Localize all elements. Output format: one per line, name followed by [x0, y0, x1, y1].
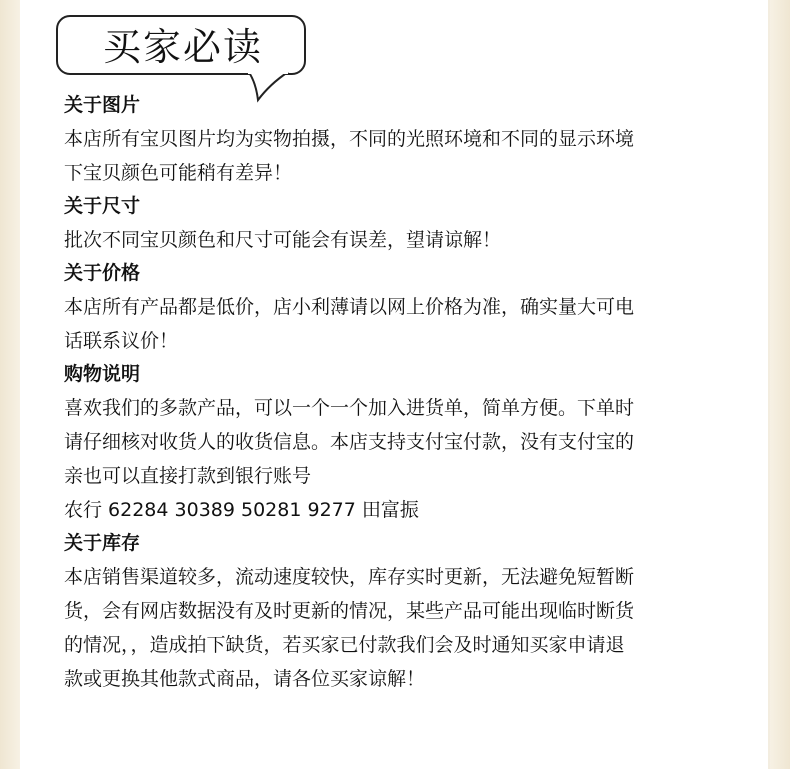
section-line: 下宝贝颜色可能稍有差异！ [64, 162, 293, 184]
notice-content [64, 89, 754, 696]
section-line: 本店销售渠道较多，流动速度较快，库存实时更新，无法避免短暂断 [64, 566, 635, 588]
section-line: 本店所有宝贝图片均为实物拍摄，不同的光照环境和不同的显示环境 [64, 128, 635, 150]
speech-bubble [56, 15, 306, 75]
section-line: 款或更换其他款式商品，请各位买家谅解！ [64, 668, 426, 690]
bank-account-line: 农行 62284 30389 50281 9277 田富振 [64, 499, 419, 521]
section-heading: 关于图片 [64, 94, 141, 116]
section-line: 批次不同宝贝颜色和尺寸可能会有误差，望请谅解！ [64, 229, 502, 251]
section-heading: 关于库存 [64, 532, 141, 554]
section-line: 话联系议价！ [64, 330, 179, 352]
section-size [64, 190, 754, 257]
section-heading: 购物说明 [64, 363, 141, 385]
section-images [64, 89, 754, 190]
section-line: 亲也可以直接打款到银行账号 [64, 465, 312, 487]
section-stock [64, 527, 754, 696]
page-title: 买家必读 [102, 25, 263, 69]
section-heading: 关于尺寸 [64, 195, 141, 217]
section-line: 请仔细核对收货人的收货信息。本店支持支付宝付款，没有支付宝的 [64, 431, 635, 453]
section-line: 喜欢我们的多款产品，可以一个一个加入进货单，简单方便。下单时 [64, 397, 635, 419]
paper-edge-right [770, 0, 790, 769]
section-shopping [64, 358, 754, 527]
section-price [64, 257, 754, 358]
section-heading: 关于价格 [64, 262, 141, 284]
section-line: 本店所有产品都是低价，店小利薄请以网上价格为准，确实量大可电 [64, 296, 635, 318]
paper-edge-left [0, 0, 20, 769]
section-line: 货，会有网店数据没有及时更新的情况，某些产品可能出现临时断货 [64, 600, 635, 622]
section-line: 的情况，，造成拍下缺货，若买家已付款我们会及时通知买家申请退 [64, 634, 625, 656]
